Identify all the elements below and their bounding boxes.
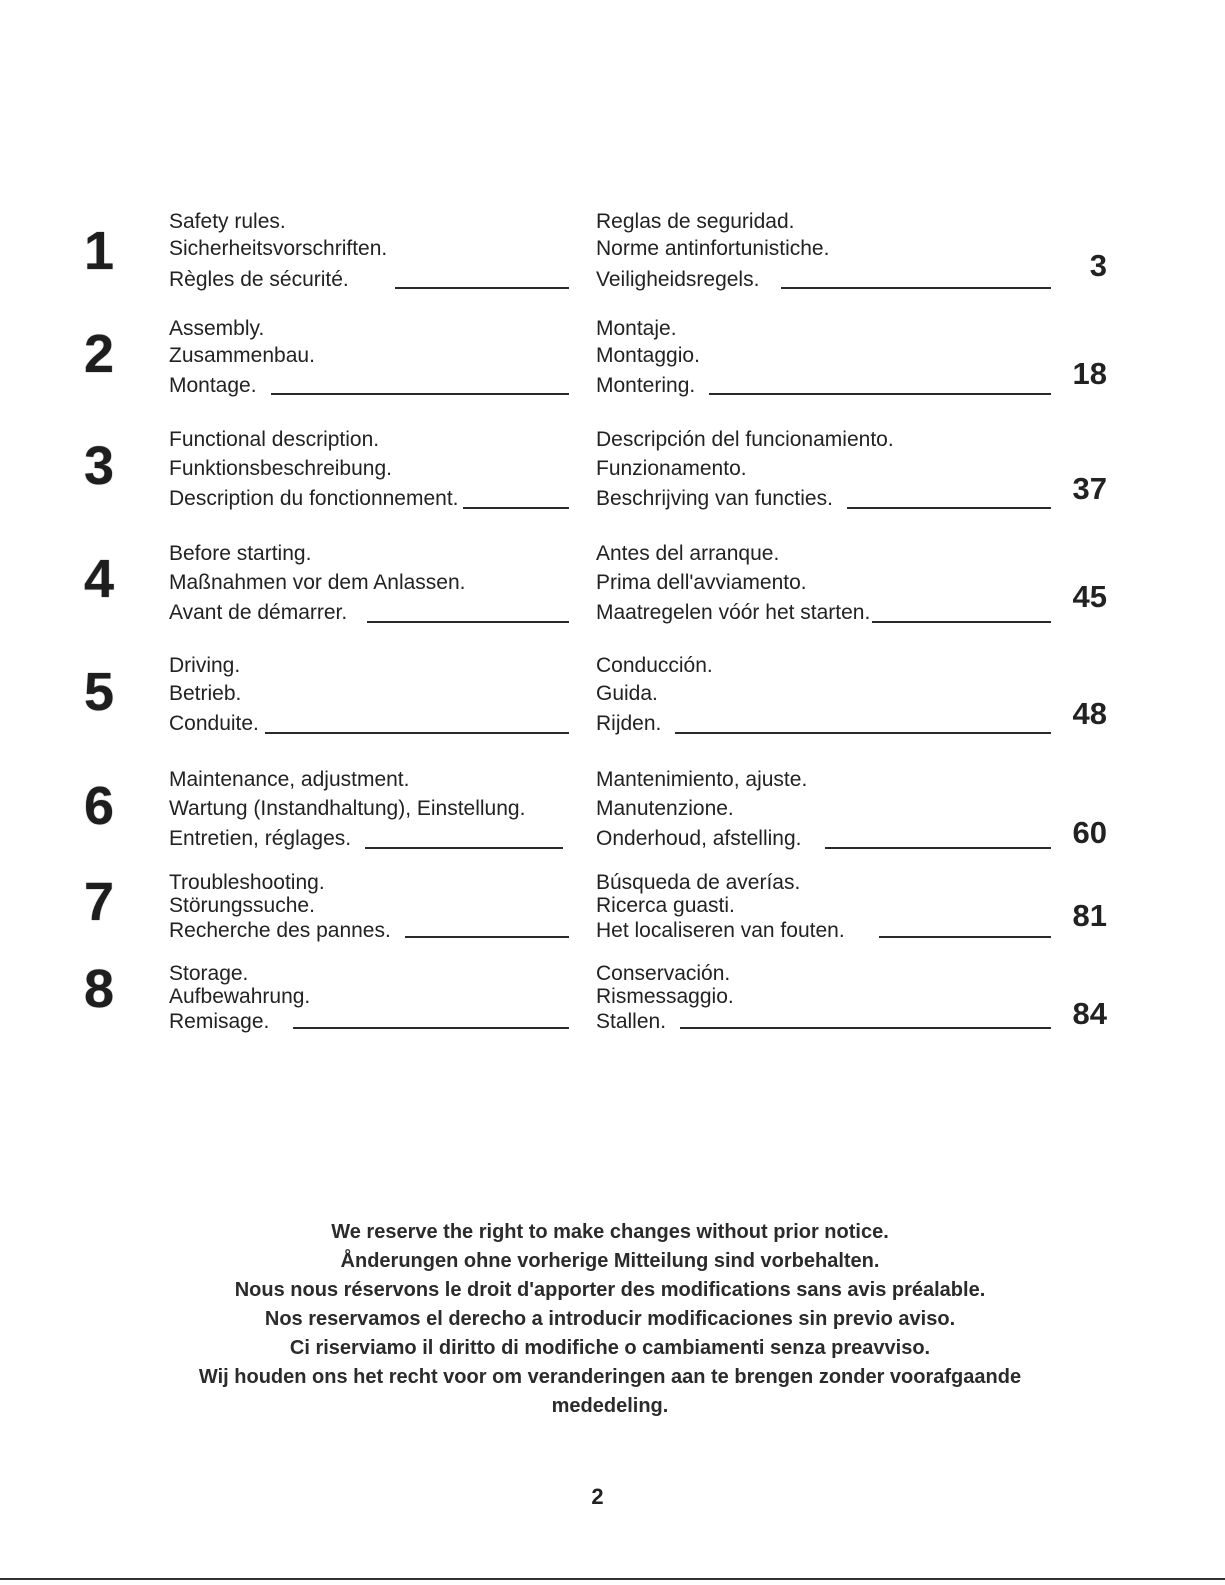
toc-label-it: Prima dell'avviamento. — [596, 571, 807, 594]
toc-label-de: Zusammenbau. — [169, 344, 315, 367]
leader-line — [675, 732, 1051, 734]
section-number: 5 — [84, 662, 115, 722]
toc-label-fr-row — [169, 597, 569, 627]
toc-label-fr-row — [169, 483, 569, 513]
toc-label-de: Sicherheitsvorschriften. — [169, 237, 388, 260]
toc-label-it: Montaggio. — [596, 344, 700, 367]
page-ref: 45 — [1072, 579, 1107, 614]
leader-line — [265, 732, 569, 734]
notice-line-en: We reserve the right to make changes without prior notice. — [331, 1221, 889, 1243]
toc-label-es: Montaje. — [596, 317, 677, 340]
toc-label-es: Conservación. — [596, 962, 731, 985]
toc-label-fr-row — [169, 1008, 569, 1033]
leader-line — [463, 507, 570, 509]
leader-line — [847, 507, 1051, 509]
toc-label-en: Driving. — [169, 654, 241, 677]
toc-label-fr: Description du fonctionnement. — [169, 487, 459, 510]
toc-label-nl: Rijden. — [596, 712, 662, 735]
section-number: 7 — [84, 872, 115, 932]
toc-right-column — [596, 652, 1051, 738]
toc-label-nl-row — [596, 823, 1051, 853]
toc-label-es: Antes del arranque. — [596, 542, 780, 565]
notice-line-nl: Wij houden ons het recht voor om veranderingen aan te brengen zonder voorafgaande — [198, 1366, 1022, 1388]
notice-line-es: Nos reservamos el derecho a introducir modificaciones sin previo aviso. — [264, 1308, 956, 1330]
toc-label-fr: Entretien, réglages. — [169, 827, 352, 850]
toc-left-column — [169, 539, 569, 627]
leader-line — [271, 393, 569, 395]
toc-label-de: Maßnahmen vor dem Anlassen. — [169, 571, 466, 594]
toc-label-nl-row — [596, 708, 1051, 738]
toc-label-es: Reglas de seguridad. — [596, 210, 795, 233]
section-number: 2 — [84, 324, 115, 384]
toc-left-column — [169, 765, 579, 853]
page-ref: 48 — [1072, 696, 1107, 731]
section-number: 3 — [84, 436, 115, 496]
toc-right-column — [596, 425, 1051, 513]
notice-line-it: Ci riserviamo il diritto di modifiche o cambiamenti senza preavviso. — [289, 1337, 931, 1359]
toc-label-nl: Stallen. — [596, 1010, 667, 1033]
toc-label-nl-row — [596, 262, 1051, 293]
toc-right-column — [596, 208, 1051, 293]
toc-right-column — [596, 315, 1051, 399]
toc-left-column — [169, 962, 569, 1033]
page-ref: 81 — [1072, 898, 1107, 933]
toc-label-it: Manutenzione. — [596, 797, 734, 820]
toc-label-en: Maintenance, adjustment. — [169, 768, 410, 791]
toc-left-column — [169, 652, 569, 738]
toc-label-fr-row — [169, 369, 569, 399]
leader-line — [293, 1027, 569, 1029]
toc-right-column — [596, 765, 1051, 853]
toc-left-column — [169, 425, 569, 513]
toc-left-column — [169, 208, 569, 293]
toc-label-en: Safety rules. — [169, 210, 286, 233]
toc-label-nl: Onderhoud, afstelling. — [596, 827, 802, 850]
toc-label-fr: Recherche des pannes. — [169, 919, 391, 942]
toc-label-de: Störungssuche. — [169, 894, 315, 917]
page-ref: 84 — [1072, 996, 1107, 1031]
toc-label-nl-row — [596, 1008, 1051, 1033]
toc-label-es: Búsqueda de averías. — [596, 871, 801, 894]
notice-line-nl-cont: mededeling. — [551, 1395, 669, 1417]
toc-left-column — [169, 871, 569, 942]
toc-label-en: Storage. — [169, 962, 249, 985]
toc-label-de: Aufbewahrung. — [169, 985, 311, 1008]
toc-label-en: Troubleshooting. — [169, 871, 325, 894]
page-number: 2 — [591, 1484, 604, 1509]
toc-label-nl: Montering. — [596, 374, 696, 397]
leader-line — [872, 621, 1051, 623]
toc-label-de: Funktionsbeschreibung. — [169, 457, 392, 480]
bottom-rule — [0, 1578, 1225, 1580]
change-notice — [110, 1218, 1110, 1421]
toc-label-de: Wartung (Instandhaltung), Einstellung. — [169, 797, 526, 820]
section-number: 8 — [84, 959, 115, 1019]
leader-line — [405, 936, 569, 938]
toc-label-nl: Beschrijving van functies. — [596, 487, 833, 510]
leader-line — [365, 847, 563, 849]
toc-label-fr-row — [169, 708, 569, 738]
toc-right-column — [596, 962, 1051, 1033]
section-number: 4 — [84, 549, 115, 609]
toc-label-nl: Maatregelen vóór het starten. — [596, 601, 871, 624]
section-number: 6 — [84, 776, 115, 836]
toc-right-column — [596, 539, 1051, 627]
notice-line-fr: Nous nous réservons le droit d'apporter des modifications sans avis préalable. — [234, 1279, 986, 1301]
toc-label-nl: Veiligheidsregels. — [596, 268, 760, 291]
toc-label-de: Betrieb. — [169, 682, 242, 705]
toc-label-it: Norme antinfortunistiche. — [596, 237, 830, 260]
toc-label-es: Conducción. — [596, 654, 713, 677]
page-ref: 60 — [1072, 815, 1107, 850]
leader-line — [709, 393, 1051, 395]
toc-left-column — [169, 315, 569, 399]
toc-label-it: Ricerca guasti. — [596, 894, 735, 917]
toc-label-it: Guida. — [596, 682, 658, 705]
toc-label-fr: Conduite. — [169, 712, 259, 735]
toc-label-en: Assembly. — [169, 317, 265, 340]
toc-label-it: Rismessaggio. — [596, 985, 734, 1008]
toc-label-nl-row — [596, 597, 1051, 627]
toc-label-en: Before starting. — [169, 542, 312, 565]
toc-label-fr: Avant de démarrer. — [169, 601, 348, 624]
toc-label-nl-row — [596, 483, 1051, 513]
toc-label-en: Functional description. — [169, 428, 380, 451]
toc-label-fr-row — [169, 917, 569, 942]
page-ref: 18 — [1072, 356, 1107, 391]
toc-label-es: Descripción del funcionamiento. — [596, 428, 894, 451]
section-number: 1 — [84, 221, 115, 281]
toc-label-es: Mantenimiento, ajuste. — [596, 768, 808, 791]
leader-line — [879, 936, 1051, 938]
toc-label-fr-row — [169, 823, 563, 853]
toc-label-it: Funzionamento. — [596, 457, 747, 480]
leader-line — [781, 287, 1051, 289]
toc-label-fr-row — [169, 262, 569, 293]
toc-label-fr: Règles de sécurité. — [169, 268, 349, 291]
toc-label-nl: Het localiseren van fouten. — [596, 919, 845, 942]
leader-line — [367, 621, 569, 623]
leader-line — [825, 847, 1051, 849]
toc-label-fr: Remisage. — [169, 1010, 270, 1033]
toc-right-column — [596, 871, 1051, 942]
toc-label-nl-row — [596, 369, 1051, 399]
leader-line — [680, 1027, 1051, 1029]
toc-label-nl-row — [596, 917, 1051, 942]
toc-label-fr: Montage. — [169, 374, 257, 397]
notice-line-de: Ånderungen ohne vorherige Mitteilung sind vorbehalten. — [340, 1250, 880, 1272]
page-ref: 37 — [1072, 471, 1107, 506]
leader-line — [395, 287, 569, 289]
page-ref: 3 — [1089, 248, 1107, 283]
